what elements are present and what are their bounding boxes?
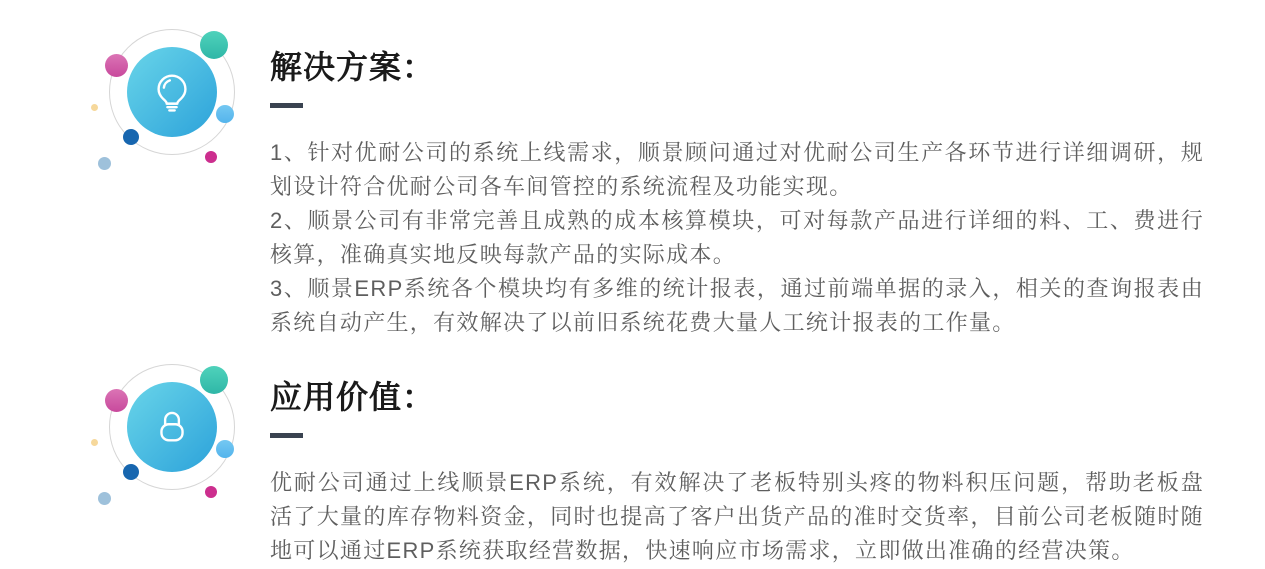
solution-paragraphs <box>270 136 1204 340</box>
decor-dot-darkblue <box>123 464 139 480</box>
solution-badge <box>88 28 235 170</box>
value-badge <box>88 363 235 505</box>
decor-dot-yellow <box>91 104 98 111</box>
lightbulb-icon <box>149 69 195 115</box>
decor-dot-teal <box>200 366 228 394</box>
badge-circle <box>127 382 217 472</box>
value-paragraphs <box>270 466 1204 568</box>
decor-dot-darkblue <box>123 129 139 145</box>
decor-dot-magenta <box>205 486 217 498</box>
paragraph: 3、顺景ERP系统各个模块均有多维的统计报表，通过前端单据的录入，相关的查询报表由系统自动产生，有效解决了以前旧系统花费大量人工统计报表的工作量。 <box>270 276 1204 335</box>
heading-dash <box>270 103 303 108</box>
paragraph: 优耐公司通过上线顺景ERP系统，有效解决了老板特别头疼的物料积压问题，帮助老板盘活了大量的库存物料资金，同时也提高了客户出货产品的准时交货率，目前公司老板随时随地可以通过ERP系统获取经营数据，快速响应市场需求，立即做出准确的经营决策。 <box>270 470 1204 563</box>
solution-heading: 解决方案： <box>270 49 436 85</box>
decor-dot-pink <box>105 389 128 412</box>
decor-dot-lightblue <box>216 440 234 458</box>
heading-dash <box>270 433 303 438</box>
decor-dot-lightblue <box>216 105 234 123</box>
paragraph: 1、针对优耐公司的系统上线需求，顺景顾问通过对优耐公司生产各环节进行详细调研，规划设计符合优耐公司各车间管控的系统流程及功能实现。 <box>270 140 1204 199</box>
decor-dot-teal <box>200 31 228 59</box>
decor-dot-magenta <box>205 151 217 163</box>
badge-circle <box>127 47 217 137</box>
value-heading: 应用价值： <box>270 379 436 415</box>
paragraph: 2、顺景公司有非常完善且成熟的成本核算模块，可对每款产品进行详细的料、工、费进行核算，准确真实地反映每款产品的实际成本。 <box>270 208 1204 267</box>
decor-dot-pink <box>105 54 128 77</box>
lock-icon <box>150 405 194 449</box>
decor-dot-steel <box>98 492 111 505</box>
decor-dot-steel <box>98 157 111 170</box>
decor-dot-yellow <box>91 439 98 446</box>
